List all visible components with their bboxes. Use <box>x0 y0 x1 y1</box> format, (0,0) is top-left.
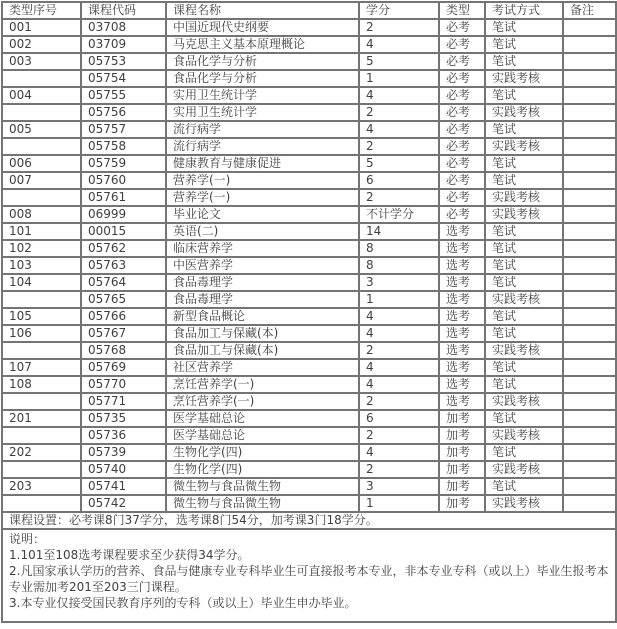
cell-seq: 107 <box>2 359 81 376</box>
cell-code: 05740 <box>81 461 166 478</box>
cell-code: 05758 <box>81 138 166 155</box>
table-row <box>2 206 616 223</box>
cell-method: 笔试 <box>485 121 563 138</box>
cell-name: 实用卫生统计学 <box>166 87 359 104</box>
cell-name: 微生物与食品微生物 <box>166 478 359 495</box>
cell-credits: 4 <box>359 121 439 138</box>
column-header: 学分 <box>359 2 439 19</box>
cell-type: 选考 <box>439 240 485 257</box>
cell-credits: 2 <box>359 104 439 121</box>
cell-credits: 6 <box>359 410 439 427</box>
cell-name: 流行病学 <box>166 121 359 138</box>
table-row <box>2 257 616 274</box>
cell-seq <box>2 342 81 359</box>
cell-name: 马克思主义基本原理概论 <box>166 36 359 53</box>
cell-method: 笔试 <box>485 240 563 257</box>
cell-note <box>563 257 616 274</box>
cell-method: 笔试 <box>485 155 563 172</box>
cell-note <box>563 359 616 376</box>
table-row <box>2 274 616 291</box>
cell-seq: 102 <box>2 240 81 257</box>
cell-type: 必考 <box>439 53 485 70</box>
cell-name: 食品化学与分析 <box>166 53 359 70</box>
table-row <box>2 359 616 376</box>
cell-code: 05764 <box>81 274 166 291</box>
note-item-3: 3.本专业仅接受国民教育序列的专科（或以上）毕业生申办毕业。 <box>9 596 357 610</box>
cell-method: 笔试 <box>485 257 563 274</box>
cell-credits: 2 <box>359 393 439 410</box>
cell-name: 食品加工与保藏(本) <box>166 342 359 359</box>
cell-credits: 6 <box>359 172 439 189</box>
cell-name: 医学基础总论 <box>166 410 359 427</box>
cell-method: 笔试 <box>485 444 563 461</box>
cell-note <box>563 291 616 308</box>
cell-method: 实践考核 <box>485 427 563 444</box>
cell-name: 食品化学与分析 <box>166 70 359 87</box>
cell-credits: 4 <box>359 325 439 342</box>
cell-code: 05735 <box>81 410 166 427</box>
cell-note <box>563 104 616 121</box>
table-row <box>2 36 616 53</box>
table-row <box>2 19 616 36</box>
cell-method: 笔试 <box>485 359 563 376</box>
cell-seq: 001 <box>2 19 81 36</box>
cell-credits: 3 <box>359 274 439 291</box>
cell-method: 实践考核 <box>485 189 563 206</box>
cell-code: 00015 <box>81 223 166 240</box>
cell-code: 05739 <box>81 444 166 461</box>
table-row <box>2 495 616 512</box>
cell-credits: 3 <box>359 478 439 495</box>
cell-credits: 4 <box>359 359 439 376</box>
cell-note <box>563 189 616 206</box>
cell-seq <box>2 461 81 478</box>
cell-code: 03709 <box>81 36 166 53</box>
cell-seq: 201 <box>2 410 81 427</box>
cell-code: 05759 <box>81 155 166 172</box>
cell-note <box>563 87 616 104</box>
cell-credits: 2 <box>359 138 439 155</box>
cell-note <box>563 240 616 257</box>
cell-type: 加考 <box>439 478 485 495</box>
cell-method: 笔试 <box>485 308 563 325</box>
page <box>0 1 617 629</box>
cell-method: 实践考核 <box>485 342 563 359</box>
cell-method: 笔试 <box>485 478 563 495</box>
header-row <box>2 2 616 19</box>
cell-name: 毕业论文 <box>166 206 359 223</box>
cell-seq <box>2 427 81 444</box>
table-row <box>2 155 616 172</box>
cell-credits: 5 <box>359 155 439 172</box>
cell-credits: 不计学分 <box>359 206 439 223</box>
column-header: 类型序号 <box>2 2 81 19</box>
table-row <box>2 70 616 87</box>
cell-seq: 006 <box>2 155 81 172</box>
cell-seq <box>2 189 81 206</box>
cell-type: 选考 <box>439 342 485 359</box>
cell-code: 03708 <box>81 19 166 36</box>
cell-name: 烹饪营养学(一) <box>166 376 359 393</box>
cell-seq <box>2 495 81 512</box>
cell-name: 中国近现代史纲要 <box>166 19 359 36</box>
cell-note <box>563 410 616 427</box>
cell-name: 营养学(一) <box>166 172 359 189</box>
cell-seq: 108 <box>2 376 81 393</box>
column-header: 类型 <box>439 2 485 19</box>
cell-method: 笔试 <box>485 410 563 427</box>
cell-code: 05736 <box>81 427 166 444</box>
table-row <box>2 393 616 410</box>
cell-type: 选考 <box>439 223 485 240</box>
cell-name: 英语(二) <box>166 223 359 240</box>
cell-code: 05770 <box>81 376 166 393</box>
cell-seq <box>2 291 81 308</box>
table-row <box>2 172 616 189</box>
cell-method: 笔试 <box>485 36 563 53</box>
cell-name: 健康教育与健康促进 <box>166 155 359 172</box>
cell-credits: 14 <box>359 223 439 240</box>
table-row <box>2 410 616 427</box>
table-row <box>2 121 616 138</box>
cell-method: 实践考核 <box>485 461 563 478</box>
cell-seq <box>2 393 81 410</box>
course-plan-table <box>1 1 617 623</box>
column-header: 课程名称 <box>166 2 359 19</box>
cell-credits: 2 <box>359 342 439 359</box>
cell-type: 必考 <box>439 121 485 138</box>
column-header: 考试方式 <box>485 2 563 19</box>
cell-name: 食品加工与保藏(本) <box>166 325 359 342</box>
cell-code: 05755 <box>81 87 166 104</box>
cell-seq: 105 <box>2 308 81 325</box>
summary-row <box>2 512 616 529</box>
cell-credits: 4 <box>359 444 439 461</box>
cell-code: 05768 <box>81 342 166 359</box>
cell-code: 05765 <box>81 291 166 308</box>
cell-code: 05760 <box>81 172 166 189</box>
column-header: 课程代码 <box>81 2 166 19</box>
cell-note <box>563 53 616 70</box>
cell-code: 05741 <box>81 478 166 495</box>
cell-type: 选考 <box>439 376 485 393</box>
cell-type: 必考 <box>439 206 485 223</box>
cell-type: 加考 <box>439 410 485 427</box>
table-row <box>2 325 616 342</box>
cell-name: 生物化学(四) <box>166 461 359 478</box>
cell-note <box>563 325 616 342</box>
cell-credits: 4 <box>359 376 439 393</box>
cell-note <box>563 206 616 223</box>
cell-seq: 003 <box>2 53 81 70</box>
cell-note <box>563 308 616 325</box>
cell-type: 选考 <box>439 308 485 325</box>
cell-seq: 104 <box>2 274 81 291</box>
cell-credits: 5 <box>359 53 439 70</box>
cell-credits: 1 <box>359 495 439 512</box>
cell-name: 食品毒理学 <box>166 274 359 291</box>
cell-credits: 2 <box>359 19 439 36</box>
cell-name: 医学基础总论 <box>166 427 359 444</box>
cell-type: 必考 <box>439 104 485 121</box>
cell-note <box>563 478 616 495</box>
cell-code: 05754 <box>81 70 166 87</box>
cell-type: 必考 <box>439 70 485 87</box>
cell-credits: 2 <box>359 189 439 206</box>
note-item-2: 2.凡国家承认学历的营养、食品与健康专业专科毕业生可直接报考本专业，非本专业专科（或以上）毕业生报考本专业需加考201至203三门课程。 <box>9 564 609 594</box>
cell-method: 笔试 <box>485 274 563 291</box>
cell-type: 选考 <box>439 257 485 274</box>
table-row <box>2 291 616 308</box>
cell-method: 笔试 <box>485 19 563 36</box>
cell-seq: 203 <box>2 478 81 495</box>
cell-name: 微生物与食品微生物 <box>166 495 359 512</box>
table-body <box>2 19 616 512</box>
table-row <box>2 223 616 240</box>
cell-method: 笔试 <box>485 376 563 393</box>
table-row <box>2 104 616 121</box>
cell-method: 实践考核 <box>485 104 563 121</box>
cell-seq <box>2 138 81 155</box>
cell-type: 必考 <box>439 19 485 36</box>
cell-type: 选考 <box>439 325 485 342</box>
table-row <box>2 427 616 444</box>
table-row <box>2 138 616 155</box>
cell-credits: 4 <box>359 36 439 53</box>
cell-seq: 103 <box>2 257 81 274</box>
cell-code: 05756 <box>81 104 166 121</box>
cell-type: 必考 <box>439 189 485 206</box>
cell-name: 社区营养学 <box>166 359 359 376</box>
cell-code: 05757 <box>81 121 166 138</box>
note-item-1: 1.101至108选考课程要求至少获得34学分。 <box>9 548 250 562</box>
table-row <box>2 53 616 70</box>
cell-seq: 101 <box>2 223 81 240</box>
cell-note <box>563 342 616 359</box>
cell-method: 笔试 <box>485 325 563 342</box>
cell-seq: 008 <box>2 206 81 223</box>
cell-credits: 1 <box>359 291 439 308</box>
cell-credits: 4 <box>359 308 439 325</box>
cell-code: 05763 <box>81 257 166 274</box>
cell-code: 05753 <box>81 53 166 70</box>
cell-credits: 4 <box>359 87 439 104</box>
cell-credits: 8 <box>359 257 439 274</box>
cell-method: 实践考核 <box>485 495 563 512</box>
table-row <box>2 461 616 478</box>
cell-method: 实践考核 <box>485 138 563 155</box>
cell-method: 实践考核 <box>485 291 563 308</box>
cell-type: 选考 <box>439 393 485 410</box>
cell-note <box>563 19 616 36</box>
cell-name: 新型食品概论 <box>166 308 359 325</box>
cell-code: 05769 <box>81 359 166 376</box>
cell-type: 必考 <box>439 155 485 172</box>
cell-seq: 005 <box>2 121 81 138</box>
cell-method: 笔试 <box>485 223 563 240</box>
table-row <box>2 189 616 206</box>
cell-name: 烹饪营养学(一) <box>166 393 359 410</box>
table-row <box>2 478 616 495</box>
cell-name: 流行病学 <box>166 138 359 155</box>
cell-type: 加考 <box>439 444 485 461</box>
cell-credits: 1 <box>359 70 439 87</box>
cell-type: 必考 <box>439 172 485 189</box>
cell-code: 05762 <box>81 240 166 257</box>
cell-seq: 106 <box>2 325 81 342</box>
cell-type: 选考 <box>439 274 485 291</box>
cell-name: 中医营养学 <box>166 257 359 274</box>
cell-note <box>563 223 616 240</box>
cell-code: 05761 <box>81 189 166 206</box>
cell-name: 临床营养学 <box>166 240 359 257</box>
cell-seq: 004 <box>2 87 81 104</box>
cell-type: 选考 <box>439 291 485 308</box>
cell-type: 必考 <box>439 87 485 104</box>
table-row <box>2 308 616 325</box>
cell-note <box>563 393 616 410</box>
table-row <box>2 444 616 461</box>
cell-method: 笔试 <box>485 87 563 104</box>
cell-type: 选考 <box>439 359 485 376</box>
cell-seq <box>2 104 81 121</box>
cell-note <box>563 70 616 87</box>
cell-type: 加考 <box>439 495 485 512</box>
notes-cell <box>2 529 616 622</box>
cell-note <box>563 138 616 155</box>
cell-code: 05767 <box>81 325 166 342</box>
cell-note <box>563 155 616 172</box>
cell-note <box>563 121 616 138</box>
cell-seq <box>2 70 81 87</box>
cell-type: 加考 <box>439 427 485 444</box>
course-setup-summary: 课程设置：必考课8门37学分，选考课8门54分，加考课3门18学分。 <box>2 512 616 529</box>
cell-method: 笔试 <box>485 172 563 189</box>
notes-title: 说明： <box>9 532 46 546</box>
cell-name: 食品毒理学 <box>166 291 359 308</box>
cell-seq: 002 <box>2 36 81 53</box>
cell-credits: 8 <box>359 240 439 257</box>
cell-method: 笔试 <box>485 53 563 70</box>
cell-type: 必考 <box>439 138 485 155</box>
cell-seq: 007 <box>2 172 81 189</box>
table-row <box>2 87 616 104</box>
cell-name: 营养学(一) <box>166 189 359 206</box>
cell-credits: 2 <box>359 461 439 478</box>
cell-name: 生物化学(四) <box>166 444 359 461</box>
cell-method: 实践考核 <box>485 393 563 410</box>
cell-code: 06999 <box>81 206 166 223</box>
cell-code: 05766 <box>81 308 166 325</box>
cell-note <box>563 376 616 393</box>
cell-note <box>563 444 616 461</box>
table-row <box>2 240 616 257</box>
cell-note <box>563 172 616 189</box>
cell-type: 加考 <box>439 461 485 478</box>
cell-note <box>563 461 616 478</box>
table-row <box>2 376 616 393</box>
cell-method: 实践考核 <box>485 70 563 87</box>
column-header: 备注 <box>563 2 616 19</box>
cell-note <box>563 36 616 53</box>
cell-method: 实践考核 <box>485 206 563 223</box>
cell-code: 05771 <box>81 393 166 410</box>
footer-body <box>2 512 616 622</box>
table-row <box>2 342 616 359</box>
cell-note <box>563 274 616 291</box>
cell-credits: 2 <box>359 427 439 444</box>
cell-code: 05742 <box>81 495 166 512</box>
cell-note <box>563 427 616 444</box>
cell-type: 必考 <box>439 36 485 53</box>
notes-row <box>2 529 616 622</box>
cell-name: 实用卫生统计学 <box>166 104 359 121</box>
cell-seq: 202 <box>2 444 81 461</box>
cell-note <box>563 495 616 512</box>
